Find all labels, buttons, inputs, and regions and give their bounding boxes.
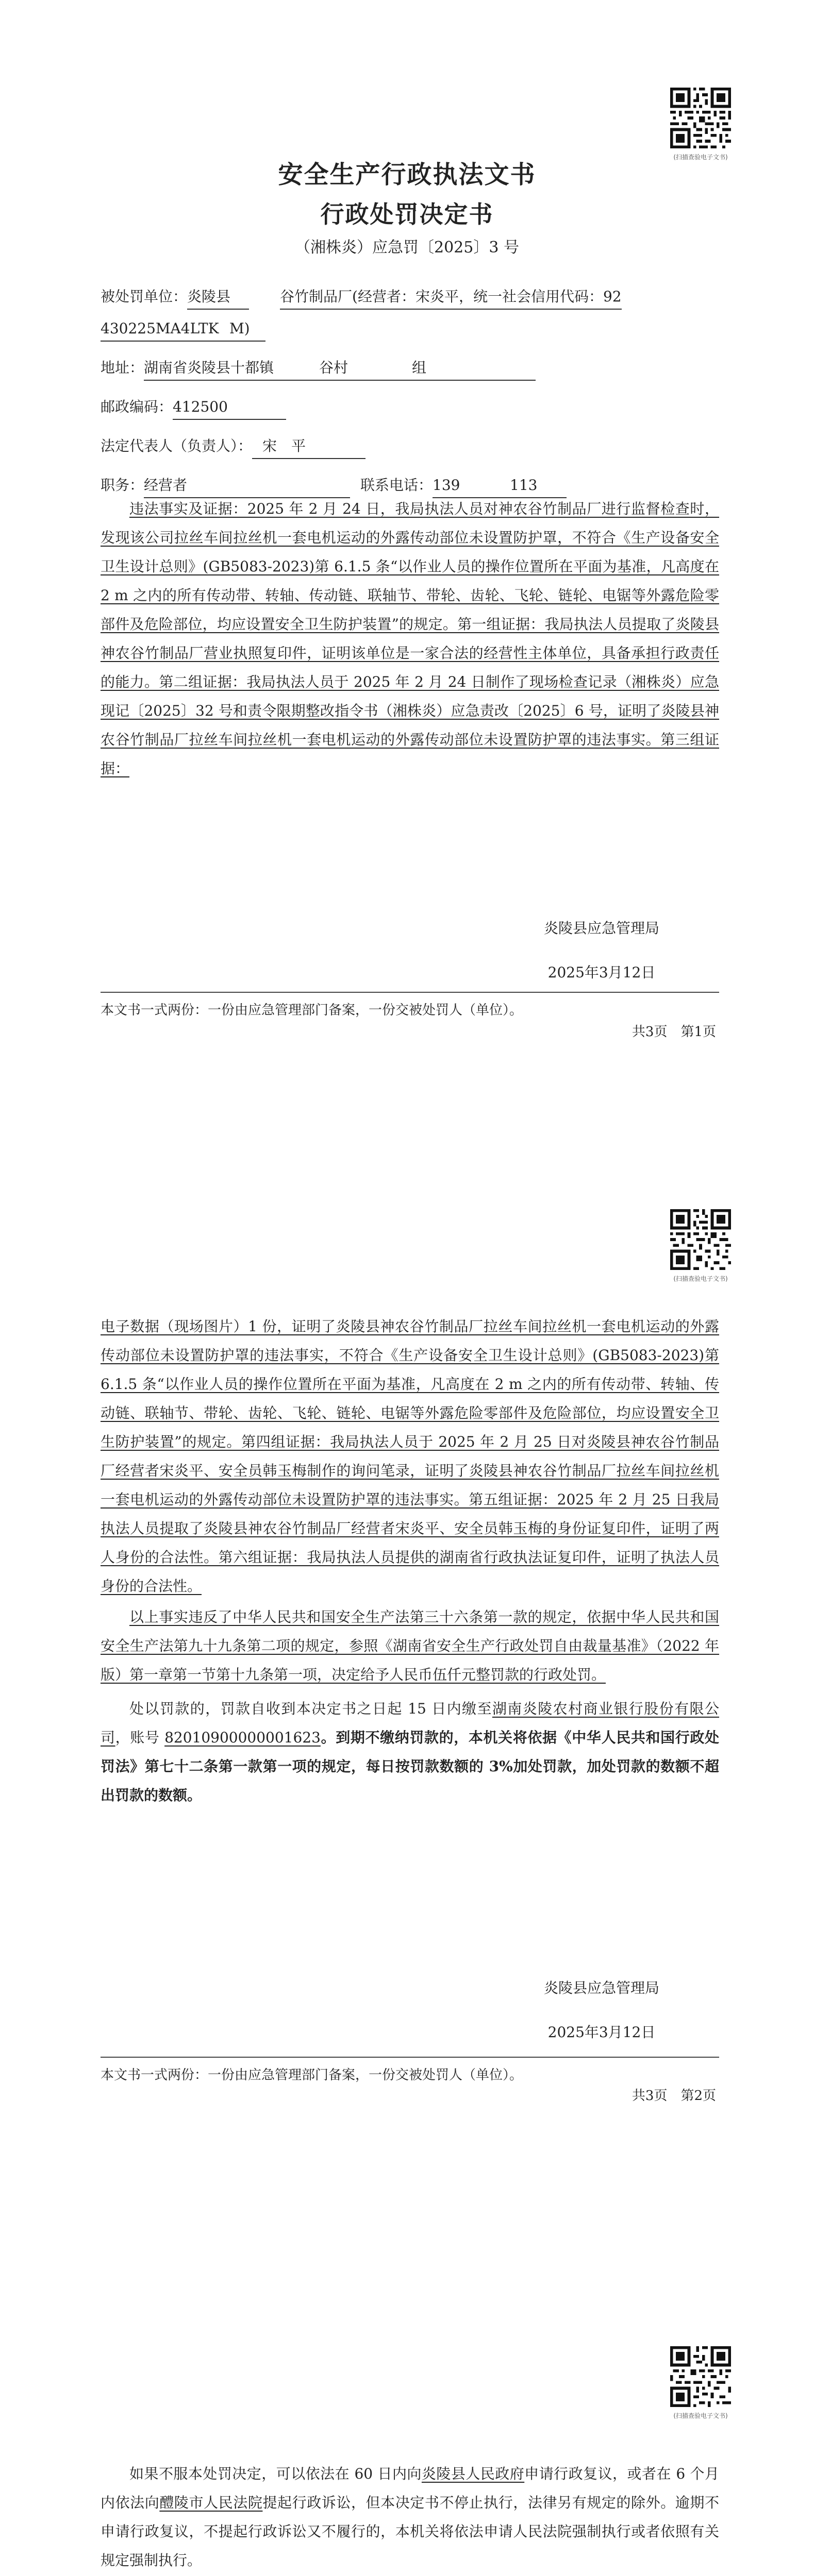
- appeal-text: [101, 2460, 719, 2575]
- document-number: （湘株炎）应急罚〔2025〕3 号: [295, 239, 519, 257]
- signature-block: [544, 912, 659, 989]
- phone-value-1: 139: [433, 473, 494, 498]
- issuing-org: 炎陵县应急管理局: [543, 920, 659, 937]
- qr-code-icon: [670, 1209, 731, 1270]
- page-number: 共3页 第1页: [632, 1024, 716, 1040]
- appeal-court: 醴陵市人民法院: [159, 2494, 263, 2511]
- phone-label: 联系电话：: [360, 477, 433, 494]
- payment-penalty-note: 。到期不缴纳罚款的，本机关将依据《中华人民共和国行政处罚法》第七十二条第一款第一项的规定，每日按罚款数额的 3%加处罚款，加处罚款的数额不超出罚款的数额。: [101, 1729, 719, 1804]
- qr-caption: (扫描查验电子文书): [673, 2412, 728, 2419]
- party-field-cont: [101, 313, 719, 345]
- payment-bank: 湖南炎陵农村商业银行股份有限公司: [101, 1700, 719, 1746]
- document-category-title: 安全生产行政执法文书: [278, 160, 536, 189]
- address-value-3: 组: [391, 356, 536, 381]
- qr-block: [649, 1209, 752, 1283]
- appeal-government: 炎陵县人民政府: [421, 2465, 525, 2482]
- footer-note: 本文书一式两份：一份由应急管理部门备案，一份交被处罚人（单位）。: [101, 1003, 523, 1018]
- payment-account: 82010900000001623: [164, 1729, 321, 1746]
- party-value-1: 炎陵县: [187, 285, 249, 310]
- footer-divider: [101, 2057, 719, 2058]
- qr-code-icon: [670, 2346, 731, 2407]
- payment-text: [101, 1694, 719, 1810]
- signature-block: [544, 1972, 659, 2049]
- page-number: 共3页 第2页: [632, 2088, 716, 2104]
- legal-rep-label: 法定代表人（负责人）：: [101, 437, 253, 454]
- position-label: 职务：: [101, 477, 144, 494]
- document-title: 行政处罚决定书: [320, 200, 494, 228]
- address-value-2: 谷村: [298, 356, 391, 381]
- legal-rep-field: [101, 430, 719, 462]
- qr-code-icon: [670, 88, 731, 148]
- violation-facts-text: 违法事实及证据：2025 年 2 月 24 日，我局执法人员对神农谷竹制品厂进行监督检查时，发现该公司拉丝车间拉丝机一套电机运动的外露传动部位未设置防护罩，不符合《生产设备安全卫生设计总则》(GB5083-2023)第 6.1.5 条“以作业人员的操作位置所在平面为基准，凡高度在 2 m 之内的所有传动带、转轴、传动链、联轴节、带轮、齿轮、飞轮、链轮、电锯等外露危险零部件及危险部位，均应设置安全卫生防护装置”的规定。第一组证据：我局执法人员提取了炎陵县神农谷竹制品厂营业执照复印件，证明该单位是一家合法的经营性主体单位，具备承担行政责任的能力。第二组证据：我局执法人员于 2025 年 2 月 24 日制作了现场检查记录（湘株炎）应急现记〔2025〕32 号和责令限期整改指令书（湘株炎）应急责改〔2025〕6 号，证明了炎陵县神农谷竹制品厂拉丝车间拉丝机一套电机运动的外露传动部位未设置防护罩的违法事实。第三组证据：: [101, 500, 719, 777]
- postcode-value: 412500: [173, 395, 286, 420]
- party-info: [101, 281, 719, 501]
- party-field: [101, 281, 719, 313]
- party-value-3: 430225MA4LTK: [101, 317, 214, 342]
- address-value-1: 湖南省炎陵县十都镇: [144, 356, 298, 381]
- appeal-text-b: 申请行政复议，或者在 6 个月内依法向: [101, 2465, 719, 2511]
- qr-block: [649, 88, 752, 161]
- qr-block: [649, 2346, 752, 2420]
- legal-rep-value: 宋 平: [252, 434, 366, 459]
- appeal-notice: [101, 2460, 719, 2575]
- party-value-2: 谷竹制品厂(经营者：宋炎平，统一社会信用代码：92: [280, 285, 622, 310]
- phone-value-2: 113: [494, 473, 567, 498]
- footer-note: 本文书一式两份：一份由应急管理部门备案，一份交被处罚人（单位）。: [101, 2067, 523, 2083]
- issue-date: 2025年3月12日: [547, 964, 656, 981]
- footer-divider: [101, 992, 719, 993]
- evidence-text: 电子数据（现场图片）1 份，证明了炎陵县神农谷竹制品厂拉丝车间拉丝机一套电机运动的外露传动部位未设置防护罩的违法事实，不符合《生产设备安全卫生设计总则》(GB5083-2023)第 6.1.5 条“以作业人员的操作位置所在平面为基准，凡高度在 2 m 之内的所有传动带、转轴、传动链、联轴节、带轮、齿轮、飞轮、链轮、电锯等外露危险零部件及危险部位，均应设置安全卫生防护装置”的规定。第四组证据：我局执法人员于 2025 年 2 月 25 日对炎陵县神农谷竹制品厂经营者宋炎平、安全员韩玉梅制作的询问笔录，证明了炎陵县神农谷竹制品厂拉丝车间拉丝机一套电机运动的外露传动部位未设置防护罩的违法事实。第五组证据：2025 年 2 月 25 日我局执法人员提取了炎陵县神农谷竹制品厂经营者宋炎平、安全员韩玉梅的身份证复印件，证明了两人身份的合法性。第六组证据：我局执法人员提供的湖南省行政执法证复印件，证明了执法人员身份的合法性。: [101, 1318, 719, 1595]
- position-value: 经营者: [144, 473, 350, 498]
- party-label: 被处罚单位：: [101, 288, 188, 305]
- qr-caption: (扫描查验电子文书): [673, 154, 728, 161]
- address-label: 地址：: [101, 359, 144, 376]
- qr-caption: (扫描查验电子文书): [673, 1275, 728, 1282]
- postcode-label: 邮政编码：: [101, 398, 173, 415]
- violation-facts: [101, 495, 719, 783]
- address-field: [101, 352, 719, 384]
- page-2: [0, 1153, 814, 2305]
- page-1: [0, 0, 814, 1153]
- appeal-text-c: 提起行政诉讼，但本决定书不停止执行，法律另有规定的除外。逾期不申请行政复议，不提起行政诉讼又不履行的，本机关将依法申请人民法院强制执行或者依照有关规定强制执行。: [101, 2494, 719, 2569]
- party-value-4: M): [214, 317, 265, 342]
- issue-date: 2025年3月12日: [547, 2024, 656, 2041]
- issuing-org: 炎陵县应急管理局: [543, 1979, 659, 1996]
- legal-basis-text: 以上事实违反了中华人民共和国安全生产法第三十六条第一款的规定，依据中华人民共和国安全生产法第九十九条第二项的规定，参照《湖南省安全生产行政处罚自由裁量基准》（2022 年版）第一章第一节第十九条第一项，决定给予人民币伍仟元整罚款的行政处罚。: [101, 1608, 719, 1683]
- payment-text-a: 处以罚款的，罚款自收到本决定书之日起 15 日内缴至: [129, 1700, 492, 1717]
- page-3: [0, 2305, 814, 2576]
- payment-text-b: ，账号: [115, 1729, 165, 1746]
- postcode-field: [101, 391, 719, 423]
- appeal-text-a: 如果不服本处罚决定，可以依法在 60 日内向: [129, 2465, 422, 2482]
- evidence-continued: [101, 1312, 719, 1810]
